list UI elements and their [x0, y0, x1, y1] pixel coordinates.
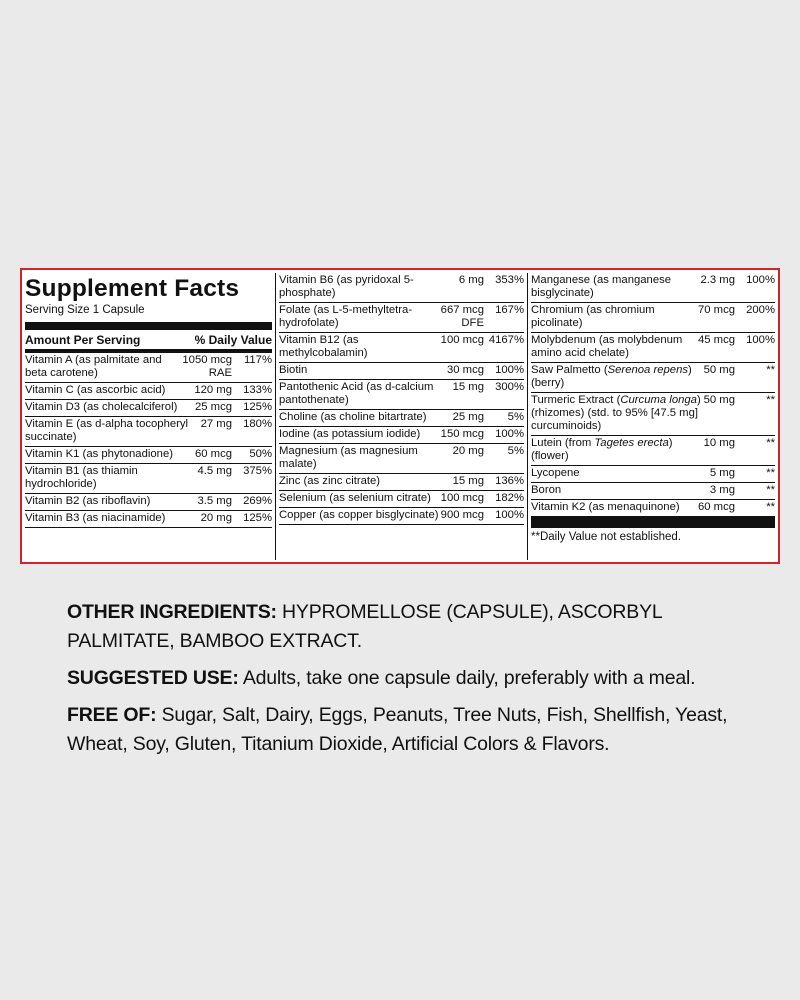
nutrient-name: Molybdenum (as molybdenum amino acid chelate) [531, 334, 683, 359]
nutrient-amount: 5 mg [709, 467, 735, 479]
nutrient-row [279, 444, 524, 474]
other-ingredients-label: OTHER INGREDIENTS: [67, 601, 277, 623]
nutrient-row [25, 464, 272, 494]
nutrient-amount: 100 mcg [440, 334, 484, 346]
nutrient-name: Magnesium (as magnesium malate) [279, 445, 418, 470]
nutrient-amount: 50 mg [703, 394, 735, 406]
nutrient-row [25, 511, 272, 528]
nutrient-amount: 6 mg [458, 274, 484, 286]
nutrient-amount: 100 mcg [440, 492, 484, 504]
facts-column-1 [22, 273, 275, 560]
nutrient-daily-value: 100% [495, 428, 524, 440]
nutrient-daily-value: 269% [243, 495, 272, 507]
nutrient-name: Vitamin D3 (as cholecalciferol) [25, 401, 178, 413]
serving-size: Serving Size 1 Capsule [25, 303, 272, 330]
nutrient-daily-value: 100% [495, 364, 524, 376]
nutrient-row [25, 494, 272, 511]
nutrient-daily-value: 167% [495, 304, 524, 316]
nutrient-amount: 60 mcg [194, 448, 232, 460]
nutrient-daily-value: 100% [495, 509, 524, 521]
nutrient-daily-value: ** [766, 467, 775, 479]
nutrient-daily-value: 100% [746, 334, 775, 346]
nutrient-daily-value: ** [766, 484, 775, 496]
nutrient-amount: 120 mg [194, 384, 232, 396]
nutrient-amount: 2.3 mg [700, 274, 735, 286]
supplement-facts-panel [20, 268, 780, 564]
nutrient-row [25, 447, 272, 464]
nutrient-daily-value: 100% [746, 274, 775, 286]
nutrient-amount: 15 mg [452, 381, 484, 393]
nutrient-name: Copper (as copper bisglycinate) [279, 509, 439, 521]
nutrient-daily-value: ** [766, 501, 775, 513]
nutrient-row [531, 483, 775, 500]
nutrient-row [531, 333, 775, 363]
nutrient-amount: 20 mg [452, 445, 484, 457]
nutrient-amount: 10 mg [703, 437, 735, 449]
nutrient-row [279, 508, 524, 525]
nutrient-name: Turmeric Extract (Curcuma longa) (rhizomes) (std. to 95% [47.5 mg] curcuminoids) [531, 394, 701, 432]
nutrient-row [531, 303, 775, 333]
nutrient-amount: 3.5 mg [197, 495, 232, 507]
nutrient-amount: 25 mcg [194, 401, 232, 413]
nutrient-name: Zinc (as zinc citrate) [279, 475, 381, 487]
nutrient-daily-value: 200% [746, 304, 775, 316]
nutrient-name: Chromium (as chromium picolinate) [531, 304, 655, 329]
nutrient-row [531, 436, 775, 466]
nutrient-row [279, 303, 524, 333]
nutrient-name: Vitamin B2 (as riboflavin) [25, 495, 151, 507]
nutrient-daily-value: 133% [243, 384, 272, 396]
amount-per-serving-label: Amount Per Serving [25, 333, 141, 347]
nutrient-name: Vitamin B6 (as pyridoxal 5-phosphate) [279, 274, 414, 299]
free-of-text: Sugar, Salt, Dairy, Eggs, Peanuts, Tree Nuts, Fish, Shellfish, Yeast, Wheat, Soy, Gluten, Titanium Dioxide, Artificial Colors & Flavors. [67, 704, 728, 755]
nutrient-amount: 900 mcg [440, 509, 484, 521]
nutrient-name: Lycopene [531, 467, 580, 479]
nutrient-name: Manganese (as manganese bisglycinate) [531, 274, 672, 299]
nutrient-amount: 27 mg [200, 418, 232, 430]
nutrient-amount: 60 mcg [697, 501, 735, 513]
nutrient-name: Pantothenic Acid (as d-calcium pantothenate) [279, 381, 434, 406]
free-of [67, 701, 767, 759]
nutrient-daily-value: 180% [243, 418, 272, 430]
nutrient-name: Vitamin B3 (as niacinamide) [25, 512, 166, 524]
nutrient-amount: 20 mg [200, 512, 232, 524]
nutrient-list-3 [531, 273, 775, 520]
nutrient-name: Boron [531, 484, 562, 496]
other-ingredients [67, 598, 767, 656]
nutrient-row [531, 363, 775, 393]
nutrient-row [279, 427, 524, 444]
facts-header [25, 330, 272, 353]
nutrient-name: Vitamin B1 (as thiamin hydrochloride) [25, 465, 138, 490]
nutrient-row [279, 474, 524, 491]
label-text [67, 598, 767, 767]
nutrient-amount: 4.5 mg [197, 465, 232, 477]
nutrient-amount: 50 mg [703, 364, 735, 376]
nutrient-daily-value: 300% [495, 381, 524, 393]
nutrient-amount: 45 mcg [697, 334, 735, 346]
nutrient-row [25, 417, 272, 447]
nutrient-amount: 667 mcg DFE [440, 304, 484, 329]
nutrient-row [25, 353, 272, 383]
nutrient-name: Folate (as L-5-methyltetra-hydrofolate) [279, 304, 413, 329]
nutrient-daily-value: ** [766, 394, 775, 406]
facts-column-3 [527, 273, 778, 560]
free-of-label: FREE OF: [67, 704, 157, 726]
nutrient-row [531, 466, 775, 483]
nutrient-row [531, 393, 775, 436]
nutrient-daily-value: 4167% [488, 334, 524, 346]
nutrient-amount: 70 mcg [697, 304, 735, 316]
nutrient-daily-value: 50% [249, 448, 272, 460]
nutrient-name: Vitamin C (as ascorbic acid) [25, 384, 166, 396]
nutrient-row [25, 383, 272, 400]
nutrient-name: Vitamin K1 (as phytonadione) [25, 448, 173, 460]
nutrient-amount: 25 mg [452, 411, 484, 423]
nutrient-daily-value: 125% [243, 401, 272, 413]
suggested-use [67, 664, 767, 693]
nutrient-daily-value: 5% [507, 445, 524, 457]
nutrient-row [279, 363, 524, 380]
nutrient-row [279, 410, 524, 427]
footnote: **Daily Value not established. [531, 520, 775, 544]
nutrient-daily-value: 5% [507, 411, 524, 423]
other-ingredients-text: HYPROMELLOSE (CAPSULE), ASCORBYL PALMITATE, BAMBOO EXTRACT. [67, 601, 662, 652]
nutrient-daily-value: ** [766, 437, 775, 449]
nutrient-name: Vitamin B12 (as methylcobalamin) [279, 334, 368, 359]
nutrient-amount: 30 mcg [446, 364, 484, 376]
nutrient-row [279, 333, 524, 363]
suggested-use-text: Adults, take one capsule daily, preferably with a meal. [242, 667, 696, 689]
nutrient-name: Selenium (as selenium citrate) [279, 492, 431, 504]
nutrient-name: Biotin [279, 364, 308, 376]
nutrient-daily-value: 125% [243, 512, 272, 524]
nutrient-name: Lutein (from Tagetes erecta) (flower) [531, 437, 673, 462]
nutrient-amount: 3 mg [709, 484, 735, 496]
suggested-use-label: SUGGESTED USE: [67, 667, 239, 689]
nutrient-name: Choline (as choline bitartrate) [279, 411, 427, 423]
nutrient-name: Saw Palmetto (Serenoa repens) (berry) [531, 364, 692, 389]
nutrient-row [25, 400, 272, 417]
facts-title: Supplement Facts [25, 275, 240, 302]
facts-column-2 [275, 273, 527, 560]
nutrient-row [279, 491, 524, 508]
nutrient-row [531, 273, 775, 303]
nutrient-name: Vitamin K2 (as menaquinone) [531, 501, 680, 513]
nutrient-daily-value: 117% [243, 354, 272, 366]
nutrient-daily-value: 136% [495, 475, 524, 487]
nutrient-daily-value: 353% [495, 274, 524, 286]
daily-value-label: % Daily Value [194, 333, 272, 347]
nutrient-row [279, 273, 524, 303]
nutrient-row [531, 500, 775, 520]
nutrient-daily-value: 182% [495, 492, 524, 504]
nutrient-row [279, 380, 524, 410]
nutrient-list-2 [279, 273, 524, 525]
nutrient-daily-value: 375% [243, 465, 272, 477]
nutrient-name: Iodine (as potassium iodide) [279, 428, 421, 440]
nutrient-list-1 [25, 353, 272, 528]
nutrient-amount: 150 mcg [440, 428, 484, 440]
nutrient-amount: 1050 mcg RAE [182, 354, 232, 379]
nutrient-daily-value: ** [766, 364, 775, 376]
nutrient-name: Vitamin A (as palmitate and beta carotene) [25, 354, 162, 379]
nutrient-name: Vitamin E (as d-alpha tocopheryl succinate) [25, 418, 189, 443]
nutrient-amount: 15 mg [452, 475, 484, 487]
